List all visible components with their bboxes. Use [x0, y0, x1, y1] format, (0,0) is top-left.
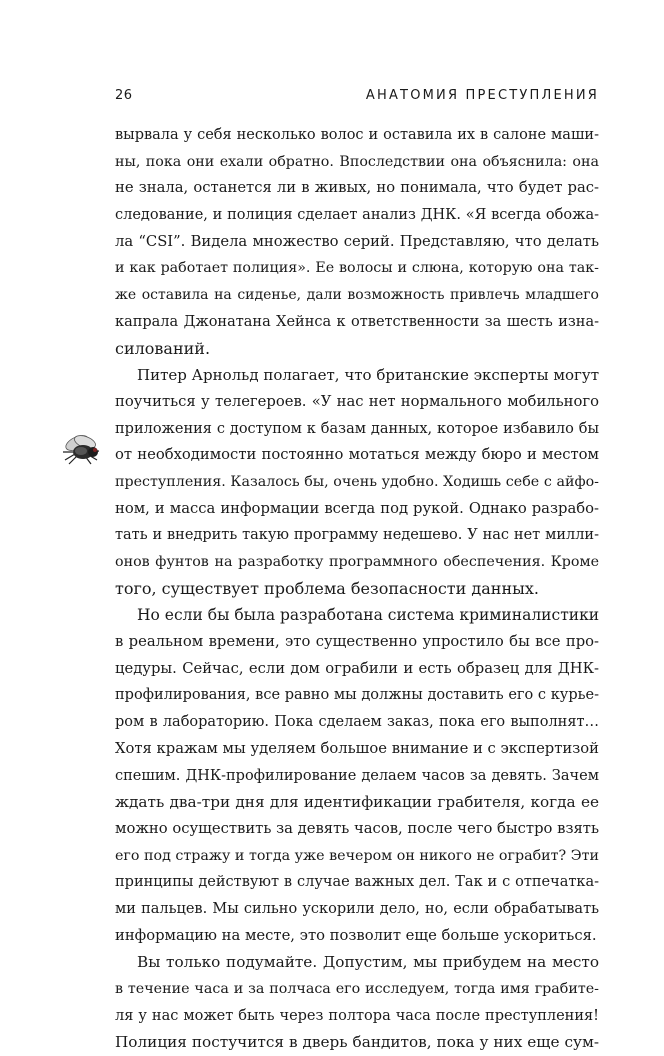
- text-line: силований.: [115, 338, 211, 358]
- text-line: приложения с доступом к базам данных, которое избавило бы: [115, 420, 599, 437]
- text-line: от необходимости постоянно мотаться между бюро и местом: [115, 446, 599, 464]
- text-line: Вы только подумайте. Допустим, мы прибудем на место: [137, 953, 599, 972]
- text-line: капрала Джонатана Хейнса к ответственности за шесть изна-: [115, 313, 599, 330]
- text-line: ром в лабораторию. Пока сделаем заказ, пока его выполнят…: [115, 714, 599, 731]
- page-header: [115, 88, 599, 108]
- text-line: же оставила на сиденье, дали возможность привлечь младшего: [115, 287, 599, 304]
- text-line: и как работает полиция». Ее волосы и слюна, которую она так-: [115, 260, 599, 277]
- text-line: онов фунтов на разработку программного обеспечения. Кроме: [115, 554, 599, 570]
- text-line: профилирования, все равно мы должны доставить его с курье-: [115, 687, 599, 704]
- text-line: в реальном времени, это существенно упростило бы все про-: [115, 633, 599, 651]
- text-line: ля у нас может быть через полтора часа после преступления!: [115, 1007, 599, 1024]
- text-line: вырвала у себя несколько волос и оставила их в салоне маши-: [115, 127, 599, 143]
- text-line: в течение часа и за полчаса его исследуем, тогда имя грабите-: [115, 981, 599, 997]
- text-line: того, существует проблема безопасности данных.: [115, 578, 539, 598]
- text-line: Питер Арнольд полагает, что британские эксперты могут: [137, 366, 599, 385]
- body-text: [115, 122, 599, 1056]
- page-number: 26: [115, 88, 133, 103]
- text-line: следование, и полиция сделает анализ ДНК. «Я всегда обожа-: [115, 207, 599, 224]
- text-line: ном, и масса информации всегда под рукой. Однако разрабо-: [115, 499, 599, 517]
- text-line: тать и внедрить такую программу недешево. У нас нет милли-: [115, 527, 599, 544]
- text-line: ны, пока они ехали обратно. Впоследствии она объяснила: она: [115, 153, 599, 170]
- text-line: ми пальцев. Мы сильно ускорили дело, но, если обрабатывать: [115, 900, 599, 917]
- text-line: его под стражу и тогда уже вечером он никого не ограбит? Эти: [115, 847, 599, 864]
- text-line: принципы действуют в случае важных дел. Так и с отпечатка-: [115, 874, 599, 891]
- text-line: не знала, останется ли в живых, но понимала, что будет рас-: [115, 179, 599, 197]
- text-line: ла “CSI”. Видела множество серий. Представляю, что делать: [115, 232, 599, 250]
- text-line: преступления. Казалось бы, очень удобно. Ходишь себе с айфо-: [115, 473, 599, 490]
- text-line: Но если бы была разработана система криминалистики: [137, 606, 600, 625]
- text-line: Полиция постучится в дверь бандитов, пока у них еще сум-: [115, 1033, 599, 1052]
- text-line: можно осуществить за девять часов, после чего быстро взять: [115, 819, 599, 837]
- text-line: поучиться у телегероев. «У нас нет нормального мобильного: [115, 392, 599, 410]
- text-line: цедуры. Сейчас, если дом ограбили и есть образец для ДНК-: [115, 659, 599, 677]
- text-line: информацию на месте, это позволит еще больше ускориться.: [115, 926, 597, 944]
- text-line: Хотя кражам мы уделяем большое внимание и с экспертизой: [115, 739, 599, 757]
- running-title: АНАТОМИЯ ПРЕСТУПЛЕНИЯ: [365, 88, 599, 103]
- text-line: спешим. ДНК-профилирование делаем часов за девять. Зачем: [115, 767, 599, 784]
- fly-icon: [55, 430, 107, 470]
- text-line: ждать два-три дня для идентификации грабителя, когда ее: [115, 793, 599, 812]
